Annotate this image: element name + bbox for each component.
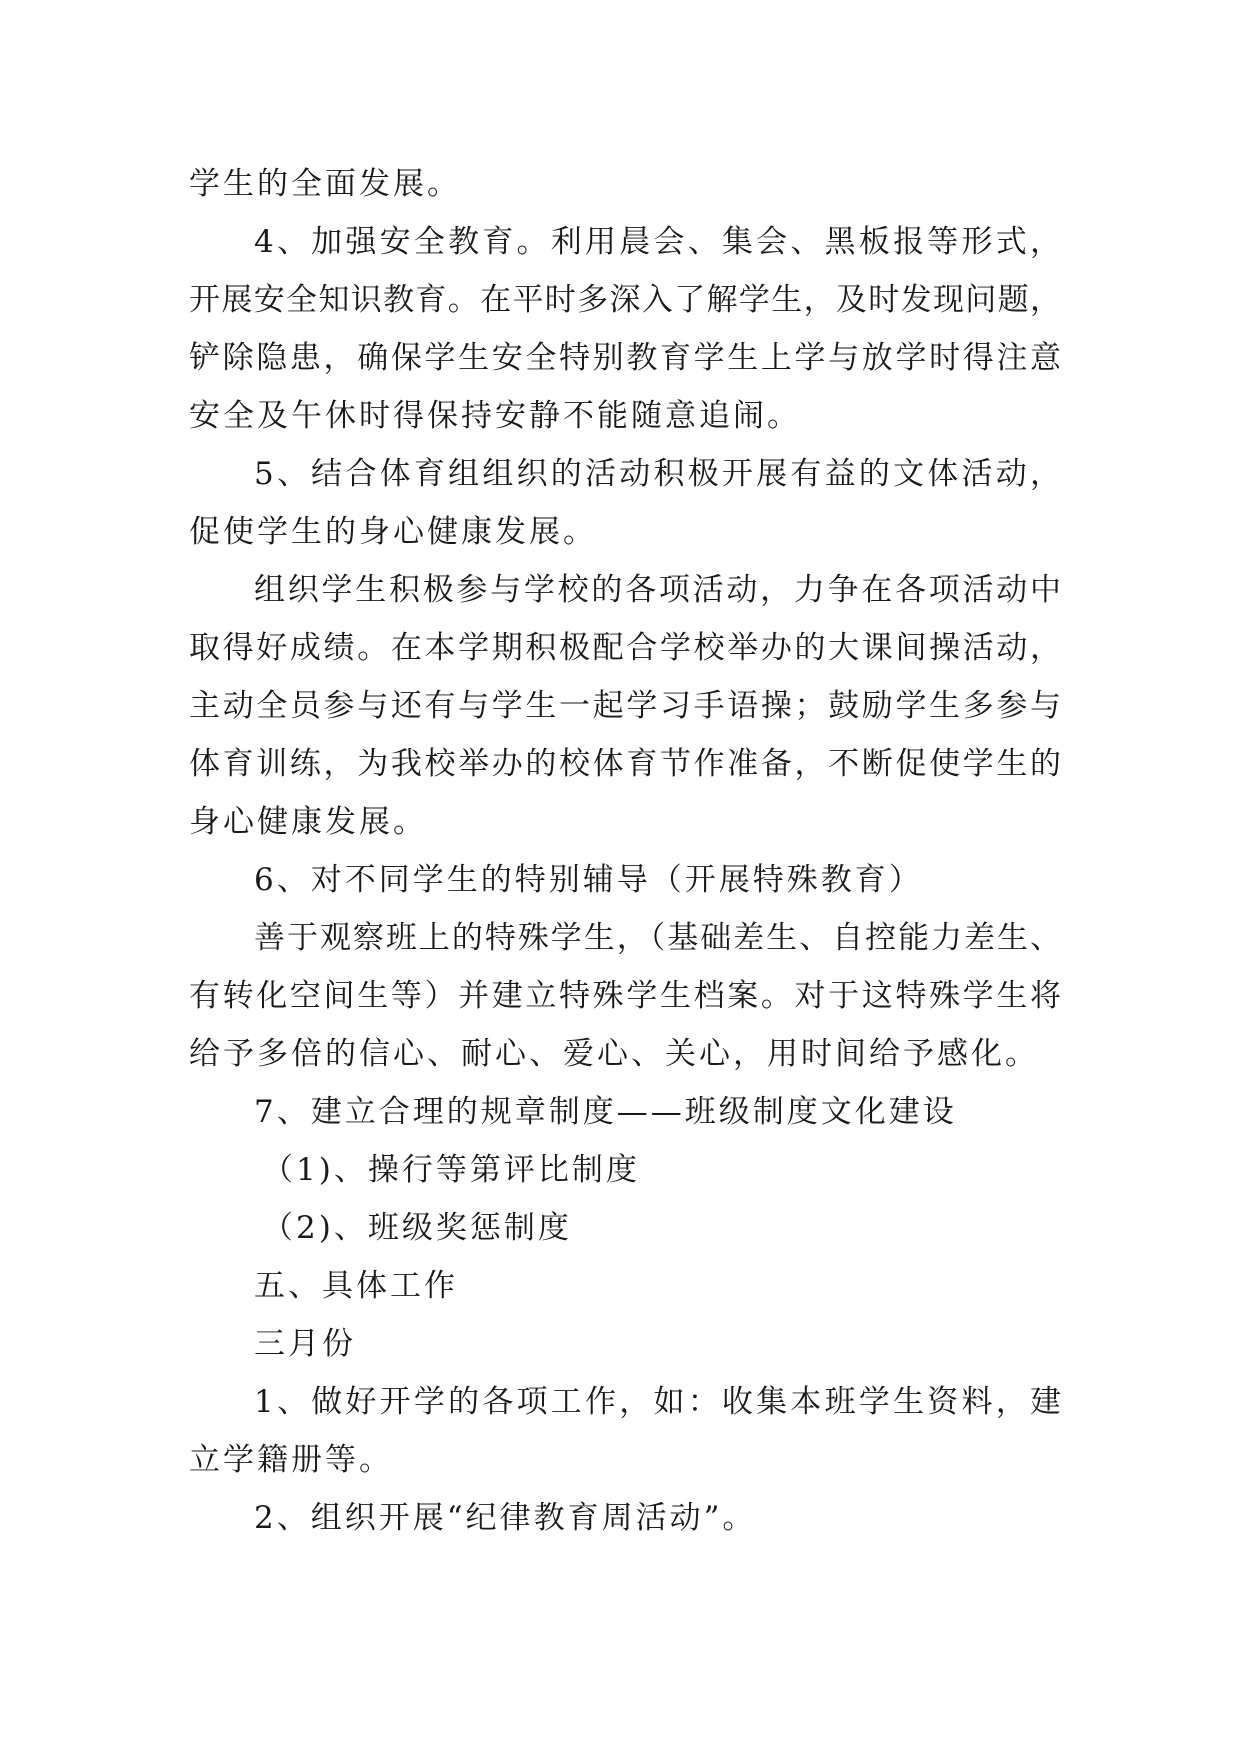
text-line: 主动全员参与还有与学生一起学习手语操；鼓励学生多参与 [189,688,1061,724]
month-heading: 三月份 [254,1326,356,1362]
list-item: （1)、操行等第评比制度 [262,1152,640,1188]
text-line: 立学籍册等。 [189,1442,393,1478]
text-line: 2、组织开展“纪律教育周活动”。 [254,1500,757,1536]
text-line: 铲除隐患，确保学生安全特别教育学生上学与放学时得注意 [189,340,1061,376]
section-heading: 6、对不同学生的特别辅导（开展特殊教育） [254,862,923,898]
text-line: 身心健康发展。 [189,804,427,840]
section-heading: 五、具体工作 [254,1268,458,1304]
text-line: 安全及午休时得保持安静不能随意追闹。 [189,398,801,434]
list-item: （2)、班级奖惩制度 [262,1210,572,1246]
text-line: 5、结合体育组组织的活动积极开展有益的文体活动， [254,456,1061,492]
text-line: 给予多倍的信心、耐心、爱心、关心，用时间给予感化。 [189,1036,1039,1072]
text-line: 学生的全面发展。 [189,166,461,202]
text-line: 1、做好开学的各项工作，如：收集本班学生资料，建 [254,1384,1061,1420]
text-line: 开展安全知识教育。在平时多深入了解学生，及时发现问题， [189,282,1061,318]
text-line: 取得好成绩。在本学期积极配合学校举办的大课间操活动， [189,630,1061,666]
text-line: 促使学生的身心健康发展。 [189,514,597,550]
text-line: 4、加强安全教育。利用晨会、集会、黑板报等形式， [254,224,1061,260]
text-line: 善于观察班上的特殊学生，（基础差生、自控能力差生、 [254,920,1061,956]
section-heading: 7、建立合理的规章制度——班级制度文化建设 [254,1094,957,1130]
text-line: 组织学生积极参与学校的各项活动，力争在各项活动中 [254,572,1061,608]
text-line: 体育训练，为我校举办的校体育节作准备，不断促使学生的 [189,746,1061,782]
text-line: 有转化空间生等）并建立特殊学生档案。对于这特殊学生将 [189,978,1061,1014]
